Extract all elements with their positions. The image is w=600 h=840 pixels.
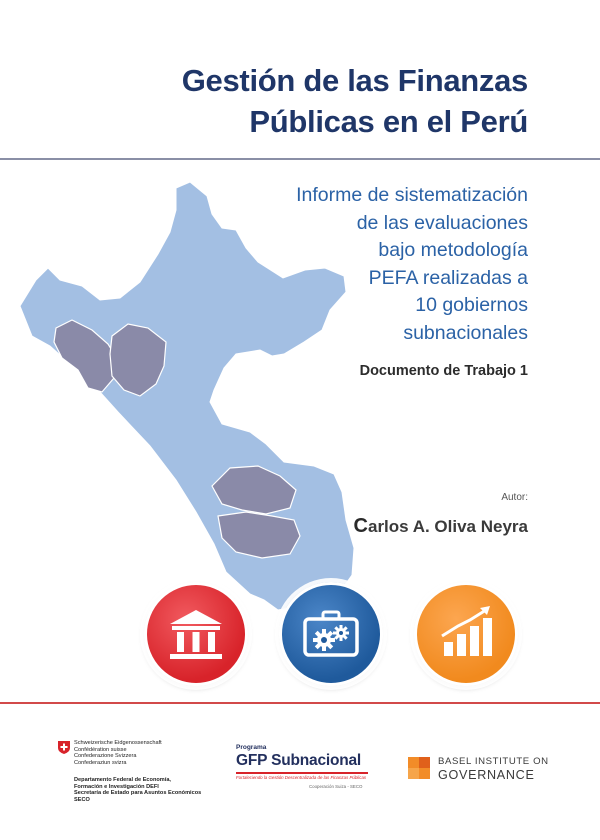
author-label: Autor:	[501, 492, 528, 503]
briefcase-gears-icon	[299, 602, 363, 666]
subtitle-line: bajo metodología	[378, 239, 528, 261]
growth-chart-icon	[434, 602, 498, 666]
swiss-flag-icon	[58, 741, 70, 754]
swiss-names	[74, 740, 162, 766]
subtitle-line: subnacionales	[403, 321, 528, 344]
gfp-subnacional-logo	[234, 744, 374, 794]
basel-logo-icon	[408, 757, 430, 779]
subtitle-line: PEFA realizadas a	[368, 266, 528, 289]
page-title	[68, 60, 528, 142]
gfp-tagline: Fortaleciendo la Gestión Descentralizada de las Finanzas Públicas	[236, 775, 367, 780]
swiss-dept-line: Formación e Investigación DEFI	[74, 783, 159, 790]
top-divider	[0, 158, 600, 160]
government-circle	[144, 582, 248, 686]
author-name	[354, 515, 528, 538]
bottom-divider	[0, 702, 600, 704]
gfp-program-label: Programa	[236, 744, 267, 751]
author-initial: C	[353, 515, 368, 537]
government-building-icon	[164, 602, 228, 666]
subtitle	[208, 182, 528, 347]
swiss-line: Confederazione Svizzera	[74, 753, 137, 760]
swiss-line: Confédération suisse	[74, 746, 127, 753]
gfp-name: GFP Subnacional	[236, 752, 362, 769]
author-name-rest: arlos A. Oliva Neyra	[367, 517, 528, 536]
document-label: Documento de Trabajo 1	[359, 363, 528, 379]
basel-line-1: BASEL INSTITUTE ON	[438, 756, 549, 767]
briefcase-circle	[279, 582, 383, 686]
swiss-dept-line: Secretaría de Estado para Asuntos Económicos SECO	[74, 790, 202, 803]
swiss-line: Schweizerische Eidgenossenschaft	[74, 740, 162, 746]
title-line-2: Públicas en el Perú	[249, 104, 528, 139]
title-line-1: Gestión de las Finanzas	[181, 63, 528, 98]
growth-circle	[414, 582, 518, 686]
swiss-confederation-logo	[58, 738, 218, 808]
subtitle-line: 10 gobiernos	[415, 294, 528, 316]
subtitle-line: Informe de sistematización	[296, 184, 528, 206]
subtitle-line: de las evaluaciones	[356, 211, 528, 234]
basel-institute-logo	[408, 753, 558, 793]
swiss-department	[74, 777, 218, 803]
basel-line-2: GOVERNANCE	[438, 768, 535, 782]
gfp-underline	[236, 772, 368, 774]
swiss-line: Confederaziun svizra	[74, 759, 127, 766]
swiss-dept-line: Departamento Federal de Economía,	[74, 777, 171, 783]
gfp-cooperation: Cooperación Suiza - SECO	[309, 784, 363, 789]
